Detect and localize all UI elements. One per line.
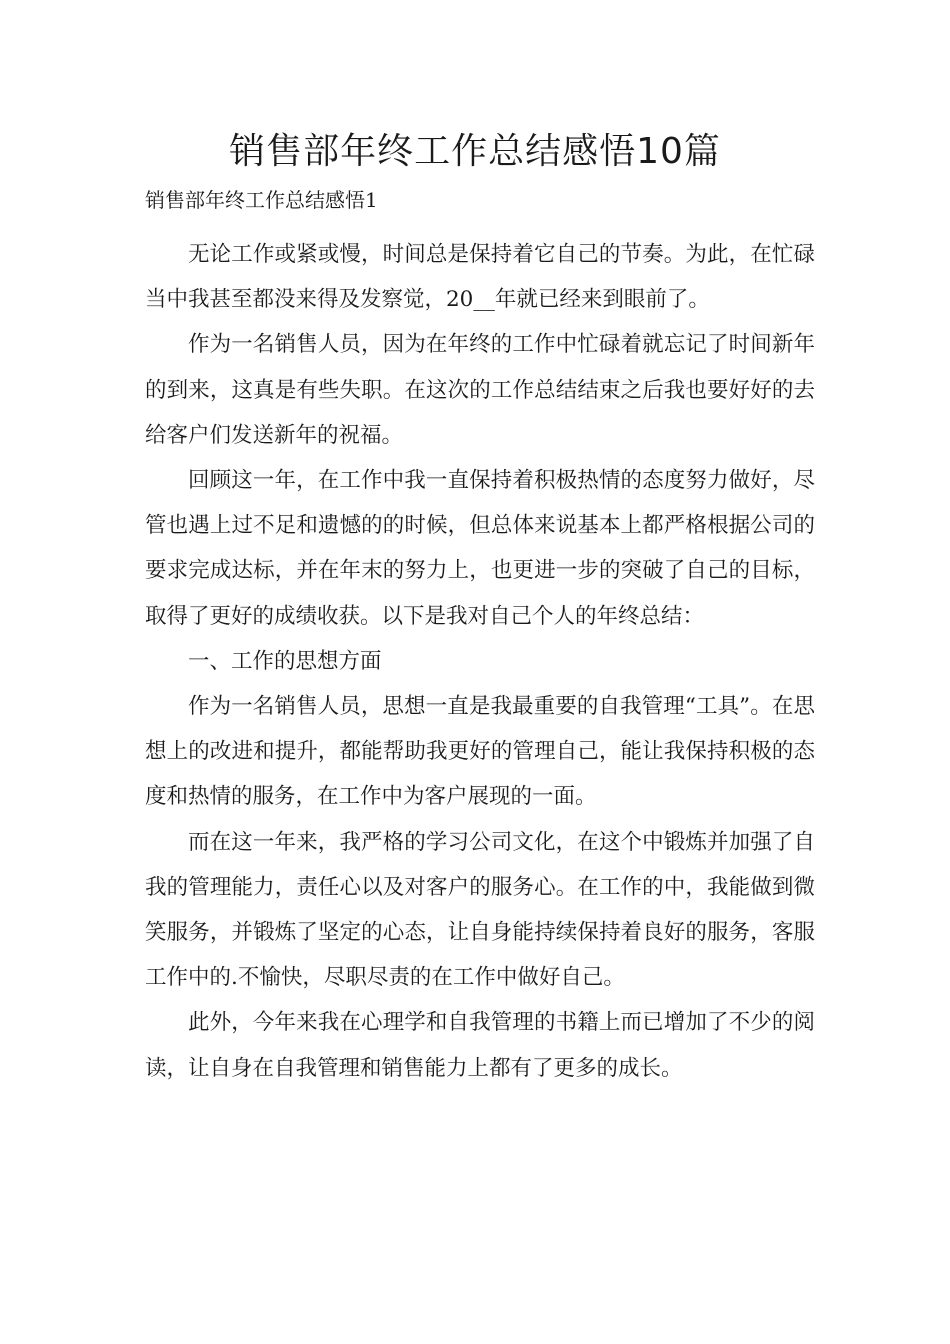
section-subtitle: 销售部年终工作总结感悟1: [145, 188, 378, 212]
document-title: 销售部年终工作总结感悟10篇: [229, 131, 721, 172]
section-heading: 一、工作的思想方面: [188, 648, 382, 674]
paragraph: 而在这一年来，我严格的学习公司文化，在这个中锻炼并加强了自我的管理能力，责任心以及对客户的服务心。在工作的中，我能做到微笑服务，并锻炼了坚定的心态，让自身能持续保持着良好的服务，客服工作中的.不愉快，尽职尽责的在工作中做好自己。: [145, 829, 815, 991]
paragraph: 此外，今年来我在心理学和自我管理的书籍上而已增加了不少的阅读，让自身在自我管理和销售能力上都有了更多的成长。: [145, 1010, 815, 1081]
document-body: [145, 232, 815, 1091]
paragraph: 作为一名销售人员，因为在年终的工作中忙碌着就忘记了时间新年的到来，这真是有些失职。在这次的工作总结结束之后我也要好好的去给客户们发送新年的祝福。: [145, 332, 815, 448]
paragraph: 作为一名销售人员，思想一直是我最重要的自我管理“工具”。在思想上的改进和提升，都能帮助我更好的管理自己，能让我保持积极的态度和热情的服务，在工作中为客户展现的一面。: [145, 694, 815, 810]
paragraph: 回顾这一年，在工作中我一直保持着积极热情的态度努力做好，尽管也遇上过不足和遗憾的的时候，但总体来说基本上都严格根据公司的要求完成达标，并在年末的努力上，也更进一步的突破了自己的目标，取得了更好的成绩收获。以下是我对自己个人的年终总结：: [145, 468, 815, 629]
paragraph: 无论工作或紧或慢，时间总是保持着它自己的节奏。为此，在忙碌当中我甚至都没来得及发察觉，20__年就已经来到眼前了。: [145, 242, 815, 313]
